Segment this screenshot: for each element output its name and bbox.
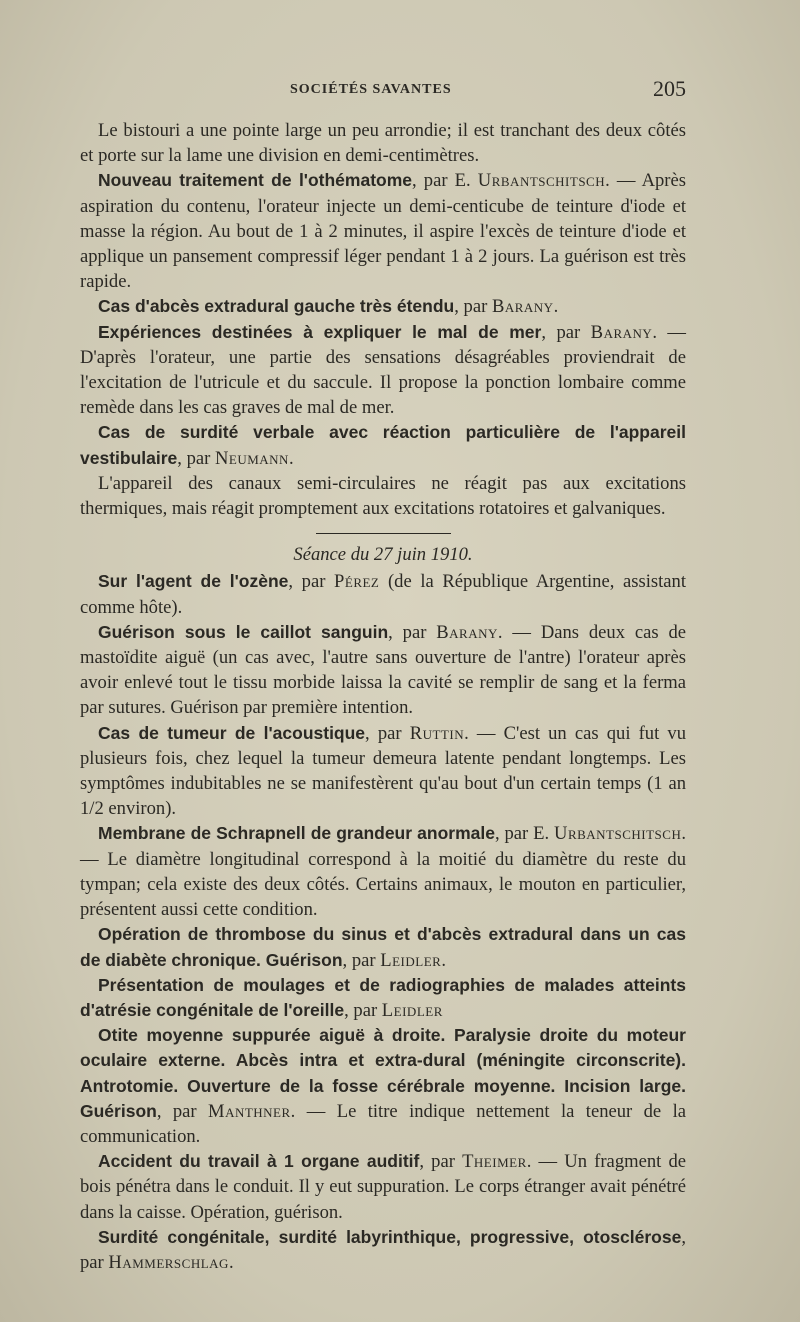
entry-author: Theimer bbox=[462, 1151, 527, 1173]
entry-paragraph bbox=[80, 620, 686, 721]
page-number: 205 bbox=[653, 76, 686, 101]
entry-text: (de la République Argentine, assistant comme hôte). bbox=[80, 571, 686, 618]
entry-paragraph bbox=[80, 320, 686, 421]
entry-text: . — Le titre indique nettement la teneur de la communication. bbox=[80, 1100, 687, 1147]
entry-text: . — C'est un cas qui fut vu plusieurs fois, chez lequel la tumeur demeura latente pendant longtemps. Les symptômes indubitables ne se manifestèrent qu'au bout d'un certain temps (1 an 1/2 environ). bbox=[80, 722, 686, 820]
entry-paragraph bbox=[80, 420, 686, 470]
entry-by: , par bbox=[288, 571, 335, 593]
intro-text: Le bistouri a une pointe large un peu arrondie; il est tranchant des deux côtés et porte sur la lame une division en demi-centimètres. bbox=[80, 120, 686, 167]
entry-title: Opération de thrombose du sinus et d'abcès extradural dans un cas de diabète chronique. Guérison bbox=[80, 924, 686, 970]
entry-author: Manthner bbox=[208, 1100, 291, 1122]
entry-paragraph bbox=[80, 294, 686, 319]
entry-author: Ruttin bbox=[409, 722, 465, 744]
entry-by: , par bbox=[342, 949, 381, 971]
entry-author: Neumann bbox=[214, 447, 289, 469]
entry-author: Barany bbox=[590, 321, 653, 343]
entry-paragraph bbox=[80, 922, 686, 972]
entry-text: . — Dans deux cas de mastoïdite aiguë (un cas avec, l'autre sans ouverture de l'antre) l'orateur après avoir enlevé tout le tissu morbide laissa la cavité se remplir de sang et la ferma par sutures. Guérison par première intention. bbox=[80, 621, 687, 719]
entry-text: . — D'après l'orateur, une partie des sensations désagréables proviendrait de l'excitation de l'utricule et du saccule. Il propose la ponction lombaire comme remède dans les cas graves de mal de mer. bbox=[80, 321, 687, 419]
session-heading: Séance du 27 juin 1910. bbox=[293, 544, 473, 566]
entry-by: , par bbox=[177, 447, 215, 469]
entry-text: . bbox=[441, 949, 446, 971]
entry-author: Barany bbox=[491, 296, 554, 318]
entry-author: Pérez bbox=[334, 571, 380, 593]
entry-by: , par bbox=[156, 1100, 209, 1122]
entry-by: , par bbox=[365, 722, 410, 744]
entry-by: , par bbox=[454, 296, 492, 318]
entry-text: . — Après aspiration du contenu, l'orateur injecte un demi-centicube de teinture d'iode et masse la région. Au bout de 1 à 2 minutes, il aspire l'excès de teinture d'iode et applique un pansement compressif léger pendant 1 à 2 jours. La guérison est très rapide. bbox=[80, 170, 686, 293]
entry-paragraph bbox=[80, 1149, 686, 1225]
entry-paragraph bbox=[80, 821, 686, 922]
entry-by: , par E. bbox=[494, 823, 555, 845]
entry-text: . bbox=[553, 296, 559, 318]
entry-title: Guérison sous le caillot sanguin bbox=[98, 621, 389, 642]
entry-title: Accident du travail à 1 organe auditif bbox=[98, 1151, 420, 1172]
entry-by: , par bbox=[419, 1151, 463, 1173]
entry-title: Cas d'abcès extradural gauche très étendu bbox=[98, 296, 455, 317]
entry-author: Leidler bbox=[380, 949, 442, 971]
entry-by: , par bbox=[541, 321, 591, 343]
running-head: SOCIÉTÉS SAVANTES bbox=[290, 82, 452, 97]
entry-author: Leidler bbox=[381, 999, 443, 1021]
page-header bbox=[80, 76, 686, 106]
entry-author: Urbantschitsch bbox=[554, 823, 682, 845]
entry-title: Otite moyenne suppurée aiguë à droite. Paralysie droite du moteur oculaire externe. Abcès intra et extra-dural (méningite circonscrite). Antrotomie. Ouverture de la fosse cérébrale moyenne. Incision large. Guérison bbox=[80, 1025, 686, 1121]
entry-title: Cas de surdité verbale avec réaction particulière de l'appareil vestibulaire bbox=[80, 422, 686, 468]
entry-paragraph bbox=[80, 1225, 686, 1275]
entry-title: Nouveau traitement de l'othématome bbox=[98, 170, 413, 191]
entry-paragraph bbox=[80, 973, 686, 1023]
entry-title: Présentation de moulages et de radiographies de malades atteints d'atrésie congénitale de l'oreille bbox=[80, 974, 686, 1020]
continuation-text: L'appareil des canaux semi-circulaires ne réagit pas aux excitations thermiques, mais réagit promptement aux excitations rotatoires et galvaniques. bbox=[80, 472, 686, 520]
entry-title: Surdité congénitale, surdité labyrinthique, progressive, otosclérose bbox=[98, 1226, 682, 1247]
entry-text: . bbox=[228, 1251, 234, 1273]
entry-by: , par E. bbox=[412, 170, 478, 192]
entry-text: . — Un fragment de bois pénétra dans le conduit. Il y eut suppuration. Le corps étranger avait pénétré dans la caisse. Opération, guérison. bbox=[80, 1151, 686, 1223]
entry-title: Membrane de Schrapnell de grandeur anormale bbox=[98, 823, 495, 844]
neumann-continuation bbox=[80, 471, 686, 521]
body-text bbox=[80, 118, 686, 1275]
entry-by: , par bbox=[344, 999, 382, 1021]
entry-author: Barany bbox=[436, 621, 498, 643]
entry-by: , par bbox=[80, 1226, 686, 1273]
entry-author: Urbantschitsch bbox=[477, 170, 606, 192]
intro-paragraph bbox=[80, 118, 686, 168]
entry-paragraph bbox=[80, 569, 686, 619]
entry-paragraph bbox=[80, 168, 686, 294]
entry-title: Cas de tumeur de l'acoustique bbox=[98, 722, 366, 743]
entry-text: . — Le diamètre longitudinal correspond à la moitié du diamètre du reste du tympan; cela existe des deux côtés. Certains animaux, le mouton en particulier, présentent aussi cette condition. bbox=[80, 823, 687, 921]
entry-by: , par bbox=[388, 621, 437, 643]
section-divider bbox=[316, 533, 451, 534]
entry-text: . bbox=[288, 447, 294, 469]
entry-author: Hammerschlag bbox=[108, 1251, 229, 1273]
entry-paragraph bbox=[80, 1023, 686, 1149]
entry-paragraph bbox=[80, 721, 686, 822]
entry-title: Expériences destinées à expliquer le mal de mer bbox=[98, 321, 542, 342]
entry-title: Sur l'agent de l'ozène bbox=[98, 571, 289, 592]
